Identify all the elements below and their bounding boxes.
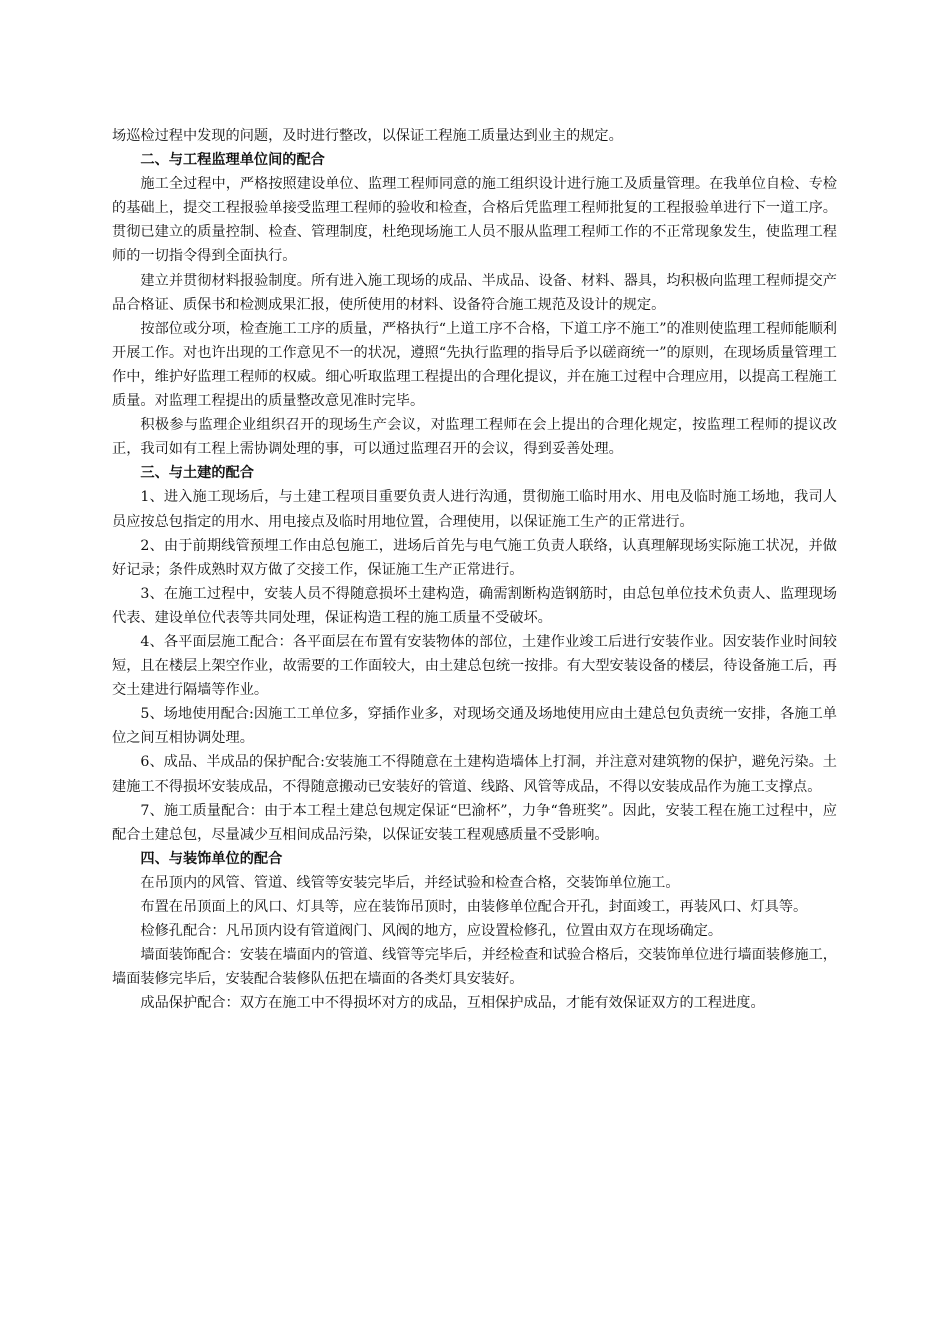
paragraph: 2、由于前期线管预埋工作由总包施工，进场后首先与电气施工负责人联络，认真理解现场实际施工状况，并做好记录；条件成熟时双方做了交接工作，保证施工生产正常进行。 [112,537,837,578]
document-body [112,124,837,1015]
paragraph: 在吊顶内的风管、管道、线管等安装完毕后，并经试验和检查合格，交装饰单位施工。 [140,874,680,891]
section-heading-2: 二、与工程监理单位间的配合 [140,152,325,169]
paragraph: 建立并贯彻材料报验制度。所有进入施工现场的成品、半成品、设备、材料、器具，均积极向监理工程师提交产品合格证、质保书和检测成果汇报，使所使用的材料、设备符合施工规范及设计的规定。 [112,272,837,313]
paragraph: 墙面装饰配合：安装在墙面内的管道、线管等完毕后，并经检查和试验合格后，交装饰单位进行墙面装修施工，墙面装修完毕后，安装配合装修队伍把在墙面的各类灯具安装好。 [112,947,837,988]
paragraph: 3、在施工过程中，安装人员不得随意损坏土建构造，确需割断构造钢筋时，由总包单位技术负责人、监理现场代表、建设单位代表等共同处理，保证构造工程的施工质量不受破坏。 [112,585,837,626]
paragraph: 5、场地使用配合:因施工工单位多，穿插作业多，对现场交通及场地使用应由土建总包负责统一安排，各施工单位之间互相协调处理。 [112,706,837,747]
paragraph: 积极参与监理企业组织召开的现场生产会议，对监理工程师在会上提出的合理化规定，按监理工程师的提议改正，我司如有工程上需协调处理的事，可以通过监理召开的会议，得到妥善处理。 [112,417,837,458]
paragraph: 施工全过程中，严格按照建设单位、监理工程师同意的施工组织设计进行施工及质量管理。在我单位自检、专检的基础上，提交工程报验单接受监理工程师的验收和检查，合格后凭监理工程师批复的工程报验单进行下一道工序。贯彻已建立的质量控制、检查、管理制度，杜绝现场施工人员不服从监理工程师工作的不正常现象发生，使监理工程师的一切指令得到全面执行。 [112,176,837,265]
paragraph: 成品保护配合：双方在施工中不得损坏对方的成品，互相保护成品，才能有效保证双方的工程进度。 [140,995,765,1012]
paragraph: 检修孔配合：凡吊顶内设有管道阀门、风阀的地方，应设置检修孔，位置由双方在现场确定。 [140,923,723,940]
section-heading-4: 四、与装饰单位的配合 [140,850,283,867]
paragraph: 7、施工质量配合：由于本工程土建总包规定保证“巴渝杯”，力争“鲁班奖”。因此，安装工程在施工过程中，应配合土建总包，尽量减少互相间成品污染，以保证安装工程观感质量不受影响。 [112,802,837,843]
paragraph-continued: 场巡检过程中发现的问题，及时进行整改，以保证工程施工质量达到业主的规定。 [112,128,623,144]
paragraph: 布置在吊顶面上的风口、灯具等，应在装饰吊顶时，由装修单位配合开孔，封面竣工，再装风口、灯具等。 [140,899,808,915]
paragraph: 1、进入施工现场后，与土建工程项目重要负责人进行沟通，贯彻施工临时用水、用电及临时施工场地，我司人员应按总包指定的用水、用电接点及临时用地位置，合理使用，以保证施工生产的正常进行。 [112,489,837,530]
section-heading-3: 三、与土建的配合 [140,465,254,482]
paragraph: 按部位或分项，检查施工工序的质量，严格执行“上道工序不合格，下道工序不施工”的准则使监理工程师能顺利开展工作。对也许出现的工作意见不一的状况，遵照“先执行监理的指导后予以磋商统一”的原则，在现场质量管理工作中，维护好监理工程师的权威。细心听取监理工程提出的合理化提议，并在施工过程中合理应用，以提高工程施工质量。对监理工程提出的质量整改意见准时完毕。 [112,320,837,410]
paragraph: 6、成品、半成品的保护配合:安装施工不得随意在土建构造墙体上打洞，并注意对建筑物的保护，避免污染。土建施工不得损坏安装成品，不得随意搬动已安装好的管道、线路、风管等成品，不得以安装成品作为施工支撑点。 [112,754,837,795]
paragraph: 4、各平面层施工配合：各平面层在布置有安装物体的部位，土建作业竣工后进行安装作业。因安装作业时间较短，且在楼层上架空作业，故需要的工作面较大，由土建总包统一按排。有大型安装设备的楼层，待设备施工后，再交土建进行隔墙等作业。 [112,633,837,699]
